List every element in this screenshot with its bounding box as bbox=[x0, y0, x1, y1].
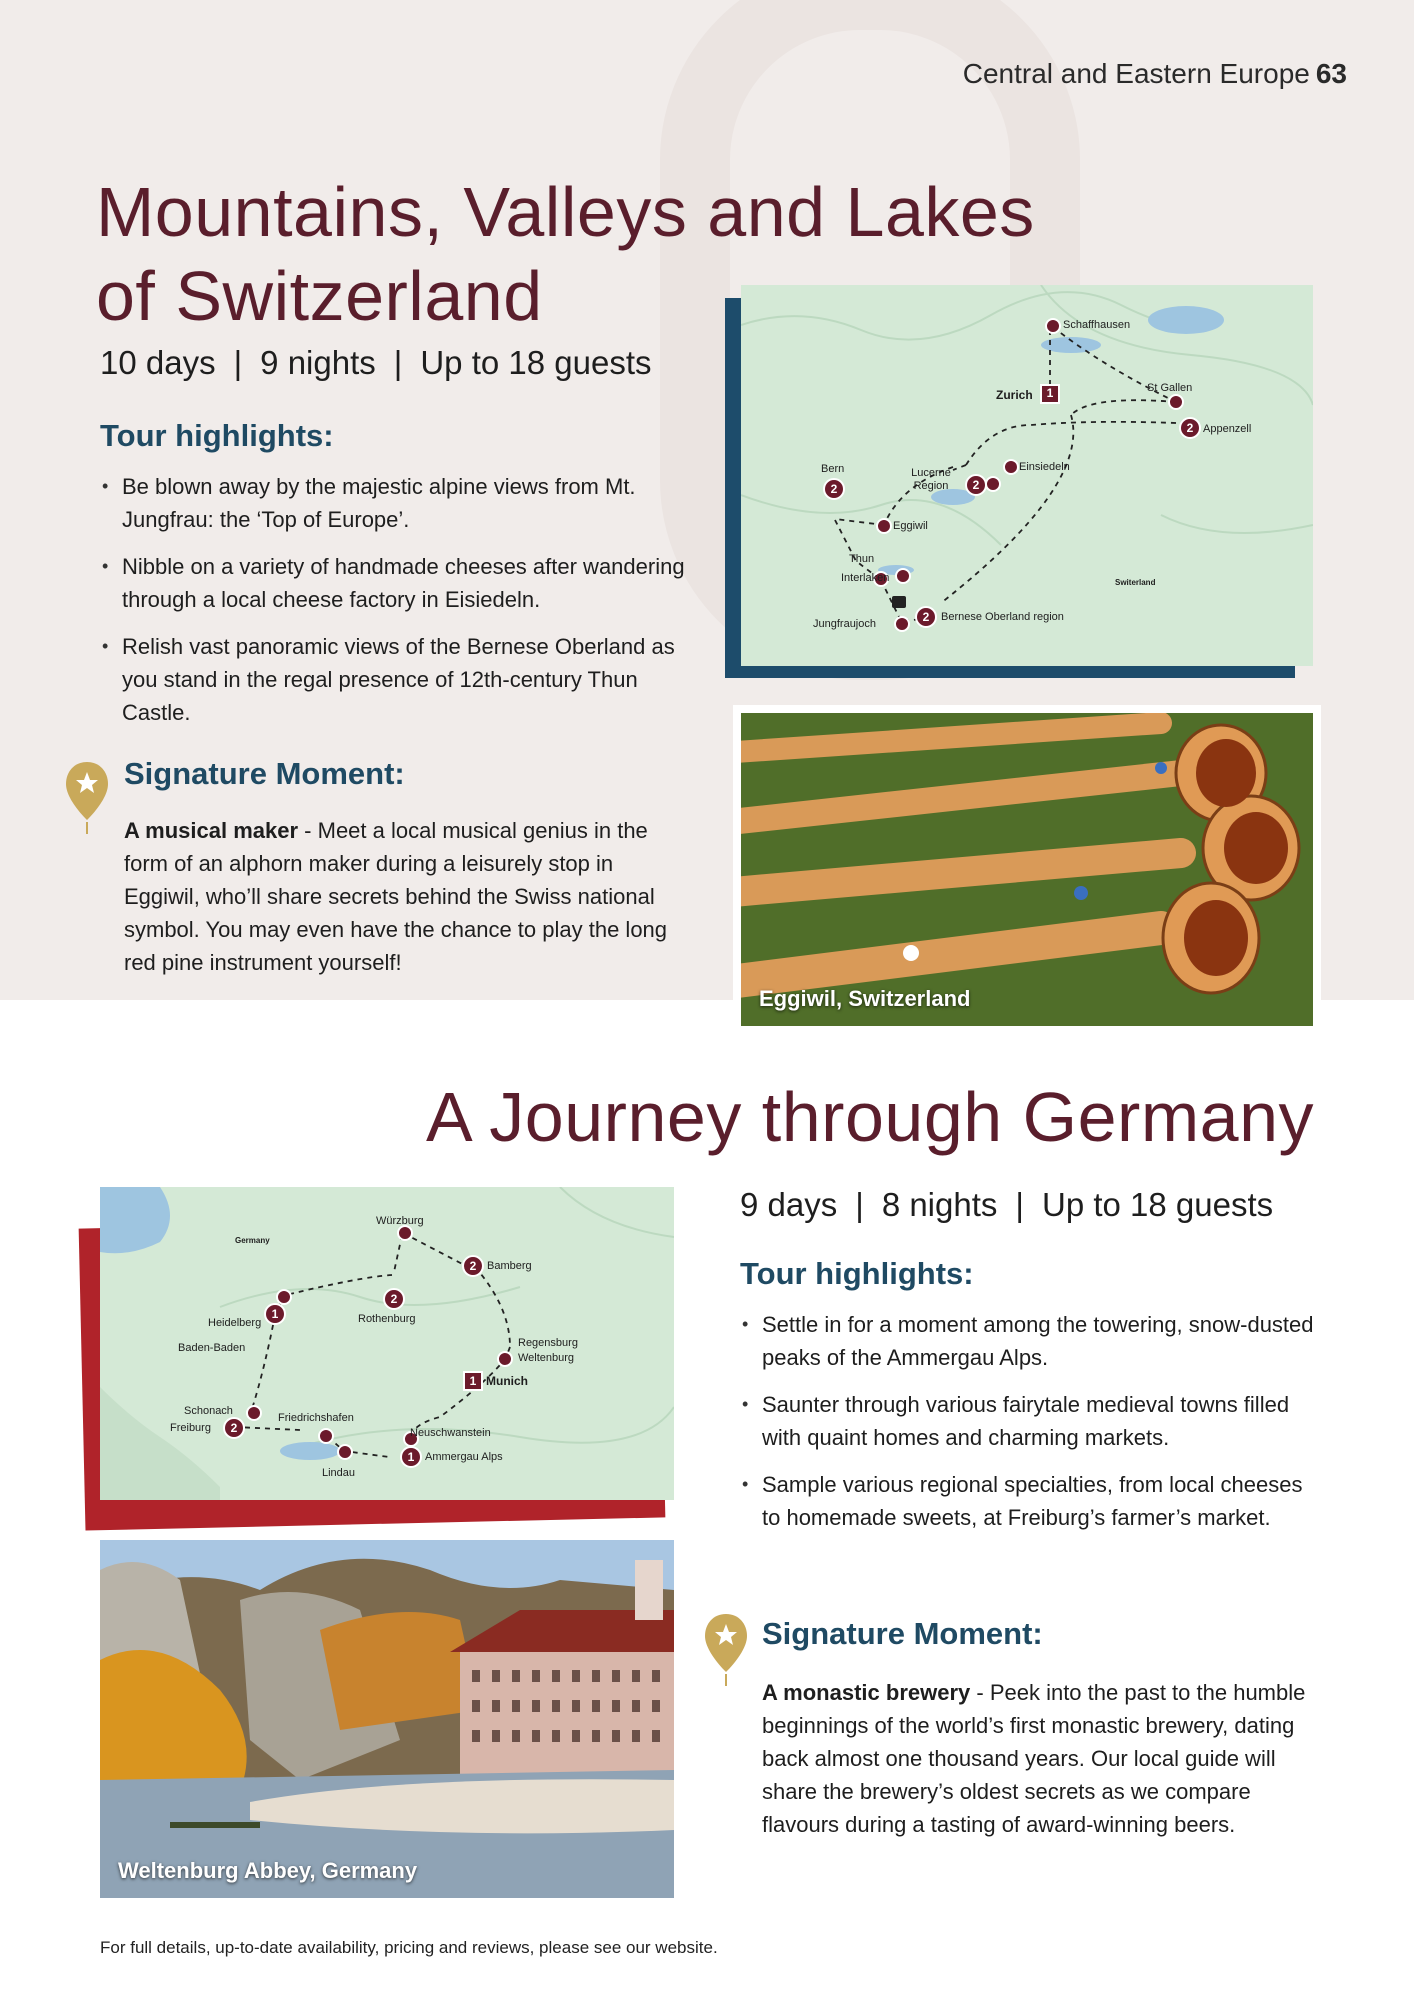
signature-text: - Meet a local musical genius in the form of an alphorn maker during a leisurely stop in Eggiwil, who’ll share secrets behind the Swiss national symbol. You may even have the chance to play the long red pine instrument yourself! bbox=[124, 818, 668, 975]
separator: | bbox=[855, 1186, 864, 1223]
map-label: Ammergau Alps bbox=[425, 1451, 503, 1463]
tour2-meta bbox=[740, 1186, 1273, 1224]
tour1-highlights-heading: Tour highlights: bbox=[100, 418, 334, 453]
separator: | bbox=[233, 344, 243, 381]
photo-caption: Eggiwil, Switzerland bbox=[759, 986, 971, 1011]
tour2-signature-heading: Signature Moment: bbox=[762, 1616, 1043, 1651]
map-graphic bbox=[741, 285, 1313, 666]
map-marker-number: 1 bbox=[271, 1307, 279, 1321]
signature-lead: A musical maker bbox=[124, 818, 299, 843]
map-label: Bern bbox=[821, 463, 845, 475]
map-label: Baden-Baden bbox=[178, 1342, 246, 1354]
map-label: Eggiwil bbox=[893, 520, 928, 532]
map-label: Schaffhausen bbox=[1063, 319, 1131, 331]
map-marker-number: 1 bbox=[1046, 386, 1054, 400]
map-marker-number: 2 bbox=[922, 610, 930, 624]
signature-pin-icon bbox=[703, 1612, 749, 1688]
map-label: Lindau bbox=[322, 1467, 356, 1479]
map-country-label: Germany bbox=[235, 1236, 270, 1245]
tour1-signature-heading: Signature Moment: bbox=[124, 756, 405, 791]
map-label: Munich bbox=[486, 1374, 528, 1388]
signature-text: - Peek into the past to the humble beginnings of the world’s first monastic brewery, dating back almost one thousand years. Our local guide will share the brewery’s oldest secrets as we compare flavours during a tasting of award-winning beers. bbox=[762, 1680, 1306, 1837]
tour2-title: A Journey through Germany bbox=[426, 1078, 1314, 1156]
tour1-guests: Up to 18 guests bbox=[420, 344, 652, 381]
germany-route-map bbox=[100, 1187, 674, 1500]
map-label: Interlaken bbox=[841, 572, 890, 584]
map-marker-number: 2 bbox=[830, 482, 838, 496]
tour1-highlights-list bbox=[100, 470, 700, 743]
map-marker-number: 2 bbox=[1186, 421, 1194, 435]
page-number: 63 bbox=[1315, 58, 1347, 89]
map-marker-number: 2 bbox=[972, 478, 980, 492]
tour2-days: 9 days bbox=[740, 1186, 838, 1223]
list-item: • Sample various regional specialties, from local cheeses to homemade sweets, at Freiburg’s farmer’s market. bbox=[740, 1468, 1320, 1534]
map-label: Heidelberg bbox=[208, 1317, 262, 1329]
tour1-title: Mountains, Valleys and Lakes of Switzerland bbox=[96, 173, 1035, 335]
map-label: Rothenburg bbox=[358, 1313, 416, 1325]
tour1-nights: 9 nights bbox=[260, 344, 376, 381]
map-label: Weltenburg bbox=[518, 1352, 575, 1364]
alphorn-illustration bbox=[741, 713, 1313, 1026]
map-label: Appenzell bbox=[1203, 423, 1252, 435]
map-label: Friedrichshafen bbox=[278, 1412, 354, 1424]
switzerland-route-map bbox=[741, 285, 1313, 666]
map-marker-number: 2 bbox=[230, 1421, 238, 1435]
list-item: • Settle in for a moment among the towering, snow-dusted peaks of the Ammergau Alps. bbox=[740, 1308, 1320, 1374]
section-title: Central and Eastern Europe bbox=[962, 58, 1310, 89]
weltenburg-abbey-photo bbox=[100, 1540, 674, 1898]
map-label: Bamberg bbox=[487, 1260, 532, 1272]
map-label: Lucerne Region bbox=[911, 467, 951, 492]
map-label: Neuschwanstein bbox=[410, 1427, 491, 1439]
tour2-highlights-list bbox=[740, 1308, 1320, 1548]
map-label: St Gallen bbox=[1147, 382, 1193, 394]
page-header bbox=[963, 58, 1347, 90]
map-label: Schonach bbox=[184, 1405, 233, 1417]
abbey-illustration bbox=[100, 1540, 674, 1898]
tour2-nights: 8 nights bbox=[881, 1186, 998, 1223]
alphorn-photo bbox=[741, 713, 1313, 1026]
signature-pin-icon bbox=[64, 760, 110, 836]
list-item: • Be blown away by the majestic alpine views from Mt. Jungfrau: the ‘Top of Europe’. bbox=[100, 470, 700, 536]
tour2-highlights-heading: Tour highlights: bbox=[740, 1256, 974, 1291]
tour1-signature-body bbox=[124, 814, 694, 979]
photo-caption: Weltenburg Abbey, Germany bbox=[118, 1858, 418, 1883]
map-label: Bernese Oberland region bbox=[941, 611, 1064, 623]
map-label: Würzburg bbox=[376, 1215, 424, 1227]
map-label: Regensburg bbox=[518, 1337, 578, 1349]
map-label: Thun bbox=[849, 553, 875, 565]
map-marker-number: 1 bbox=[407, 1450, 415, 1464]
map-label: Jungfraujoch bbox=[813, 618, 876, 630]
map-country-label: Switerland bbox=[1115, 578, 1156, 587]
tour2-guests: Up to 18 guests bbox=[1041, 1186, 1274, 1223]
signature-lead: A monastic brewery bbox=[762, 1680, 971, 1705]
list-item: • Nibble on a variety of handmade cheeses after wandering through a local cheese factory in Eisiedeln. bbox=[100, 550, 700, 616]
list-item: • Saunter through various fairytale medieval towns filled with quaint homes and charming markets. bbox=[740, 1388, 1320, 1454]
tour1-meta bbox=[100, 344, 652, 382]
list-item: • Relish vast panoramic views of the Bernese Oberland as you stand in the regal presence of 12th-century Thun Castle. bbox=[100, 630, 700, 729]
map-label: Freiburg bbox=[170, 1422, 211, 1434]
map-label: Zurich bbox=[996, 388, 1033, 402]
footer-note: For full details, up-to-date availability, pricing and reviews, please see our website. bbox=[100, 1938, 718, 1957]
map-marker-number: 1 bbox=[469, 1374, 477, 1388]
map-label: Einsiedeln bbox=[1019, 461, 1070, 473]
separator: | bbox=[1015, 1186, 1024, 1223]
tour2-signature-body bbox=[762, 1676, 1322, 1841]
map-marker-number: 2 bbox=[390, 1292, 398, 1306]
map-marker-number: 2 bbox=[469, 1259, 477, 1273]
separator: | bbox=[393, 344, 403, 381]
tour1-days: 10 days bbox=[100, 344, 216, 381]
